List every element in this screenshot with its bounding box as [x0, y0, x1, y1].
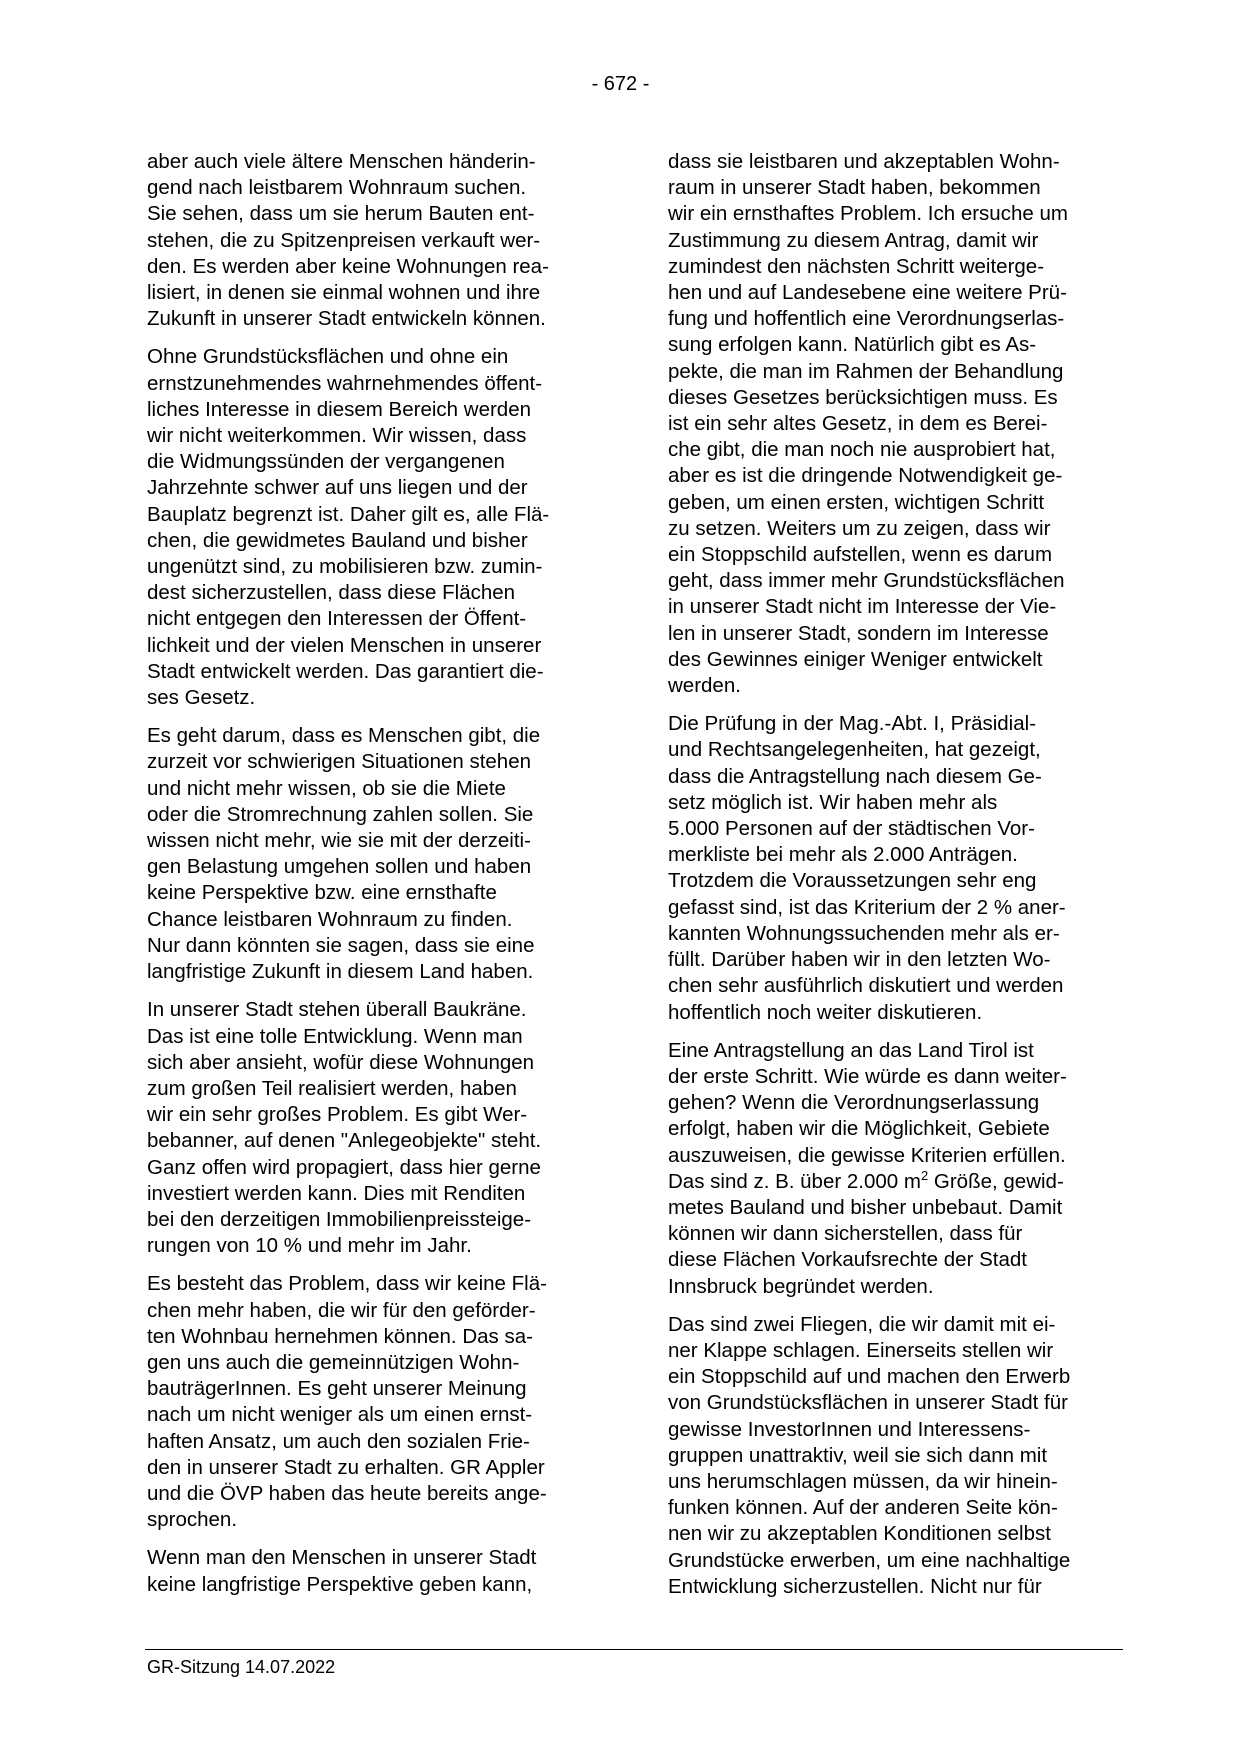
footer-session-date: GR-Sitzung 14.07.2022 — [147, 1657, 336, 1677]
right-paragraph-2: Die Prüfung in der Mag.-Abt. I, Präsidial- und Rechtsangelegenheiten, hat gezeigt, dass die Antragstellung nach diesem Ge- setz möglich ist. Wir haben mehr als 5.000 Personen auf der städtischen Vor- merkliste bei mehr als 2.000 Anträgen. Trotzdem die Voraussetzungen sehr eng gefasst sind, ist das Kriterium der 2 % aner- kannten Wohnungssuchenden mehr als er- füllt. Darüber haben wir in den letzten Wo- chen sehr ausführlich diskutiert und werden hoffentlich noch weiter diskutieren. — [668, 712, 1066, 1024]
left-paragraph-3: Es geht darum, dass es Menschen gibt, die zurzeit vor schwierigen Situationen stehen und nicht mehr wissen, ob sie die Miete oder die Stromrechnung zahlen sollen. Sie wissen nicht mehr, wie sie mit der derzeiti- gen Belastung umgehen sollen und haben keine Perspektive bzw. eine ernsthafte Chance leistbaren Wohnraum zu finden. Nur dann könnten sie sagen, dass sie eine langfristige Zukunft in diesem Land haben. — [147, 724, 541, 984]
left-paragraph-6: Wenn man den Menschen in unserer Stadt keine langfristige Perspektive geben kann, — [147, 1546, 537, 1596]
right-paragraph-1: dass sie leistbaren und akzeptablen Wohn- raum in unserer Stadt haben, bekommen wir ein ernsthaftes Problem. Ich ersuche um Zustimmung zu diesem Antrag, damit wir zumindest den nächsten Schritt weiterge- hen und auf Landesebene eine weitere Prü- fung und hoffentlich eine Verordnungserlas- sung erfolgen kann. Natürlich gibt es As- pekte, die man im Rahmen der Behandlung dieses Gesetzes berücksichtigen muss. Es ist ein sehr altes Gesetz, in dem es Berei- che gibt, die man noch nie ausprobiert hat, aber es ist die dringende Notwendigkeit ge- geben, um einen ersten, wichtigen Schritt zu setzen. Weiters um zu zeigen, dass wir ein Stoppschild aufstellen, wenn es darum geht, dass immer mehr Grundstücksflächen in unserer Stadt nicht im Interesse der Vie- len in unserer Stadt, sondern im Interesse des Gewinnes einiger Weniger entwickelt werden. — [668, 150, 1068, 698]
left-paragraph-5: Es besteht das Problem, dass wir keine Flä- chen mehr haben, die wir für den geförder- ten Wohnbau hernehmen können. Das sa- gen uns auch die gemeinnützigen Wohn- bauträgerInnen. Es geht unserer Meinung nach um nicht weniger als um einen ernst- haften Ansatz, um auch den sozialen Frie- den in unserer Stadt zu erhalten. GR Appler und die ÖVP haben das heute bereits ange- sprochen. — [147, 1272, 547, 1532]
page-number: - 672 - — [591, 73, 650, 95]
left-column — [147, 149, 602, 1610]
right-paragraph-3-text-a: Eine Antragstellung an das Land Tirol ist der erste Schritt. Wie würde es dann weiter- gehen? Wenn die Verordnungserlassung erfolgt, haben wir die Möglichkeit, Gebiete auszuweisen, die gewisse Kriterien erfüllen. Das sind z. B. über 2.000 m — [668, 1038, 1067, 1193]
right-paragraph-3 — [668, 1038, 1123, 1300]
left-paragraph-4: In unserer Stadt stehen überall Baukräne. Das ist eine tolle Entwicklung. Wenn man sich aber ansieht, wofür diese Wohnungen zum großen Teil realisiert werden, haben wir ein sehr großes Problem. Es gibt Wer- bebanner, auf denen "Anlegeobjekte" steht. Ganz offen wird propagiert, dass hier gerne investiert werden kann. Dies mit Renditen bei den derzeitigen Immobilienpreissteige- rungen von 10 % und mehr im Jahr. — [147, 998, 542, 1258]
right-paragraph-4: Das sind zwei Fliegen, die wir damit mit ei- ner Klappe schlagen. Einerseits stellen wir ein Stoppschild auf und machen den Erwerb von Grundstücksflächen in unserer Stadt für gewisse InvestorInnen und Interessens- gruppen unattraktiv, weil sie sich dann mit uns herumschlagen müssen, da wir hinein- funken können. Auf der anderen Seite kön- nen wir zu akzeptablen Konditionen selbst Grundstücke erwerben, um eine nachhaltige Entwicklung sicherzustellen. Nicht nur für — [668, 1312, 1071, 1598]
superscript-squared: 2 — [920, 1167, 929, 1183]
footer-divider — [145, 1649, 1123, 1650]
right-paragraph-3-text-b: Größe, gewid- metes Bauland und bisher unbebaut. Damit können wir dann sicherstellen, dass für diese Flächen Vorkaufsrechte der Stadt Innsbruck begründet werden. — [668, 1169, 1064, 1298]
left-paragraph-1: aber auch viele ältere Menschen händerin- gend nach leistbarem Wohnraum suchen. Sie sehen, dass um sie herum Bauten ent- stehen, die zu Spitzenpreisen verkauft wer- den. Es werden aber keine Wohnungen rea- lisiert, in denen sie einmal wohnen und ihre Zukunft in unserer Stadt entwickeln können. — [147, 150, 549, 331]
left-paragraph-2: Ohne Grundstücksflächen und ohne ein ernstzunehmendes wahrnehmendes öffent- liches Interesse in diesem Bereich werden wir nicht weiterkommen. Wir wissen, dass die Widmungssünden der vergangenen Jahrzehnte schwer auf uns liegen und der Bauplatz begrenzt ist. Daher gilt es, alle Flä- chen, die gewidmetes Bauland und bisher ungenützt sind, zu mobilisieren bzw. zumin- dest sicherzustellen, dass diese Flächen nicht entgegen den Interessen der Öffent- lichkeit und der vielen Menschen in unserer Stadt entwickelt werden. Das garantiert die- ses Gesetz. — [147, 345, 550, 710]
right-column — [668, 149, 1123, 1612]
